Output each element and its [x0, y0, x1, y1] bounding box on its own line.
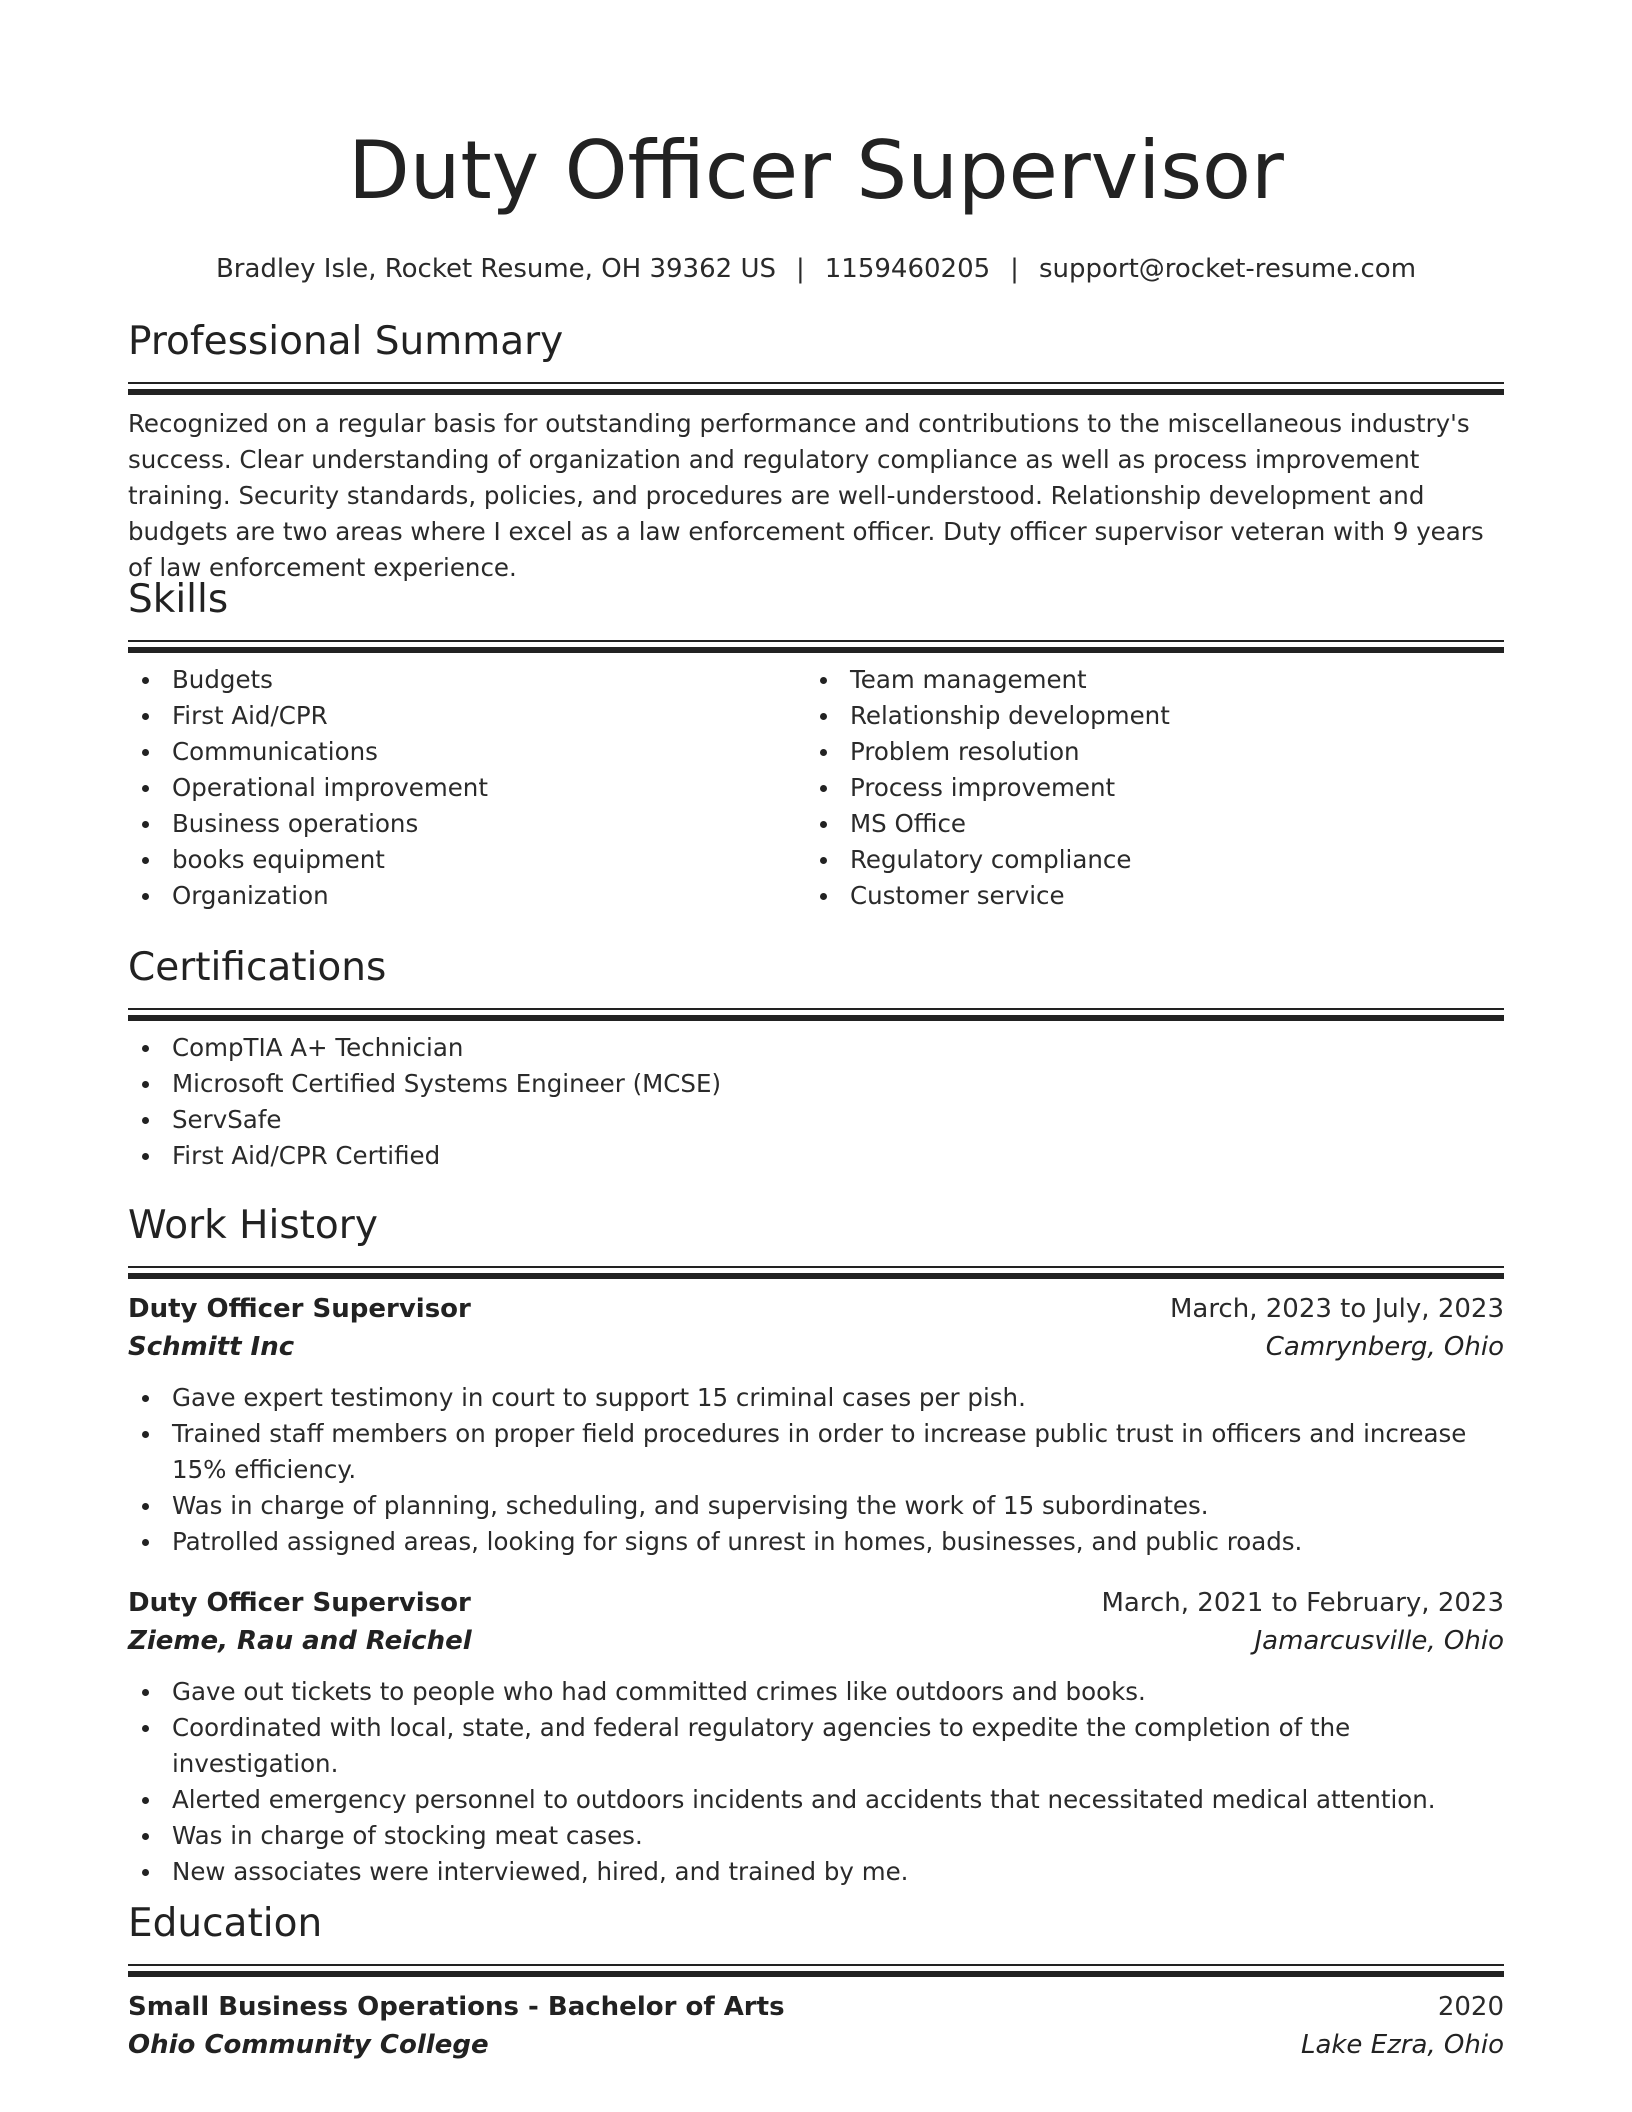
job-title: Duty Officer Supervisor — [128, 1294, 471, 1324]
section-title: Work History — [128, 1203, 378, 1248]
skill-item: Process improvement — [806, 770, 1484, 806]
job-bullet: Was in charge of stocking meat cases. — [128, 1818, 1504, 1854]
skill-item: Organization — [128, 878, 806, 914]
contact-phone: 1159460205 — [824, 254, 991, 284]
job-entry — [128, 1290, 1504, 1560]
skills-left-list — [128, 662, 806, 914]
job-bullets — [128, 1380, 1504, 1560]
skills-right-list — [806, 662, 1484, 914]
skills-columns — [128, 662, 1504, 914]
job-bullet: Was in charge of planning, scheduling, and supervising the work of 15 subordinates. — [128, 1488, 1504, 1524]
skill-item: Business operations — [128, 806, 806, 842]
education-location: Lake Ezra, Ohio — [1300, 2030, 1504, 2060]
skill-item: Relationship development — [806, 698, 1484, 734]
education-school: Ohio Community College — [128, 2030, 489, 2060]
job-bullet: Trained staff members on proper field procedures in order to increase public trust in officers and increase 15% efficiency. — [128, 1416, 1504, 1488]
certifications-section — [128, 944, 1504, 1174]
contact-separator: | — [795, 254, 805, 284]
job-bullet: Gave expert testimony in court to support 15 criminal cases per pish. — [128, 1380, 1504, 1416]
section-title: Education — [128, 1901, 323, 1946]
job-bullet: Patrolled assigned areas, looking for signs of unrest in homes, businesses, and public roads. — [128, 1524, 1504, 1560]
skill-item: Customer service — [806, 878, 1484, 914]
education-entry — [128, 1988, 1504, 2064]
skill-item: First Aid/CPR — [128, 698, 806, 734]
skills-section — [128, 576, 1504, 914]
section-divider — [128, 1964, 1504, 1970]
skill-item: Communications — [128, 734, 806, 770]
section-title: Professional Summary — [128, 319, 564, 364]
job-dates: March, 2023 to July, 2023 — [1169, 1294, 1504, 1324]
certification-item: Microsoft Certified Systems Engineer (MCSE) — [128, 1066, 1504, 1102]
job-bullet: Alerted emergency personnel to outdoors incidents and accidents that necessitated medical attention. — [128, 1782, 1504, 1818]
skill-item: Regulatory compliance — [806, 842, 1484, 878]
skill-item: books equipment — [128, 842, 806, 878]
education-section — [128, 1900, 1504, 2064]
job-subheader — [128, 1328, 1504, 1366]
resume-name: Duty Officer Supervisor — [348, 124, 1284, 217]
section-title: Skills — [128, 577, 229, 622]
education-header — [128, 1988, 1504, 2026]
certification-item: ServSafe — [128, 1102, 1504, 1138]
certification-item: First Aid/CPR Certified — [128, 1138, 1504, 1174]
contact-separator: | — [1010, 254, 1019, 284]
certifications-list — [128, 1030, 1504, 1174]
job-header — [128, 1584, 1504, 1622]
section-divider — [128, 1008, 1504, 1014]
job-location: Camrynberg, Ohio — [1265, 1332, 1504, 1362]
job-company: Schmitt Inc — [128, 1332, 295, 1362]
summary-section — [128, 318, 1504, 586]
resume-page — [128, 0, 1504, 2060]
section-divider — [128, 1266, 1504, 1272]
work-history-section — [128, 1202, 1504, 1890]
section-divider — [128, 382, 1504, 388]
skill-item: MS Office — [806, 806, 1484, 842]
certification-item: CompTIA A+ Technician — [128, 1030, 1504, 1066]
job-title: Duty Officer Supervisor — [128, 1588, 471, 1618]
contact-address: Bradley Isle, Rocket Resume, OH 39362 US — [215, 254, 776, 284]
contact-email[interactable]: support@rocket-resume.com — [1038, 254, 1417, 284]
job-bullet: Coordinated with local, state, and federal regulatory agencies to expedite the completion of the investigation. — [128, 1710, 1504, 1782]
skill-item: Operational improvement — [128, 770, 806, 806]
job-company: Zieme, Rau and Reichel — [128, 1626, 472, 1656]
job-dates: March, 2021 to February, 2023 — [1101, 1588, 1504, 1618]
job-entry — [128, 1584, 1504, 1890]
education-year: 2020 — [1437, 1992, 1504, 2022]
job-bullet: Gave out tickets to people who had committed crimes like outdoors and books. — [128, 1674, 1504, 1710]
skill-item: Team management — [806, 662, 1484, 698]
job-location: Jamarcusville, Ohio — [1254, 1626, 1504, 1656]
skill-item: Problem resolution — [806, 734, 1484, 770]
contact-line — [128, 252, 1504, 286]
section-divider — [128, 640, 1504, 646]
education-degree: Small Business Operations - Bachelor of Arts — [128, 1992, 785, 2022]
section-title: Certifications — [128, 945, 387, 990]
skill-item: Budgets — [128, 662, 806, 698]
job-header — [128, 1290, 1504, 1328]
summary-text: Recognized on a regular basis for outstanding performance and contributions to the miscellaneous industry's success. Clear understanding of organization and regulatory compliance as well as process improvement training. Security standards, policies, and procedures are well-understood. Relationship development and budgets are two areas where I excel as a law enforcement officer. Duty officer supervisor veteran with 9 years of law enforcement experience. — [128, 409, 1484, 582]
job-subheader — [128, 1622, 1504, 1660]
job-bullet: New associates were interviewed, hired, and trained by me. — [128, 1854, 1504, 1890]
education-subheader — [128, 2026, 1504, 2064]
job-bullets — [128, 1674, 1504, 1890]
